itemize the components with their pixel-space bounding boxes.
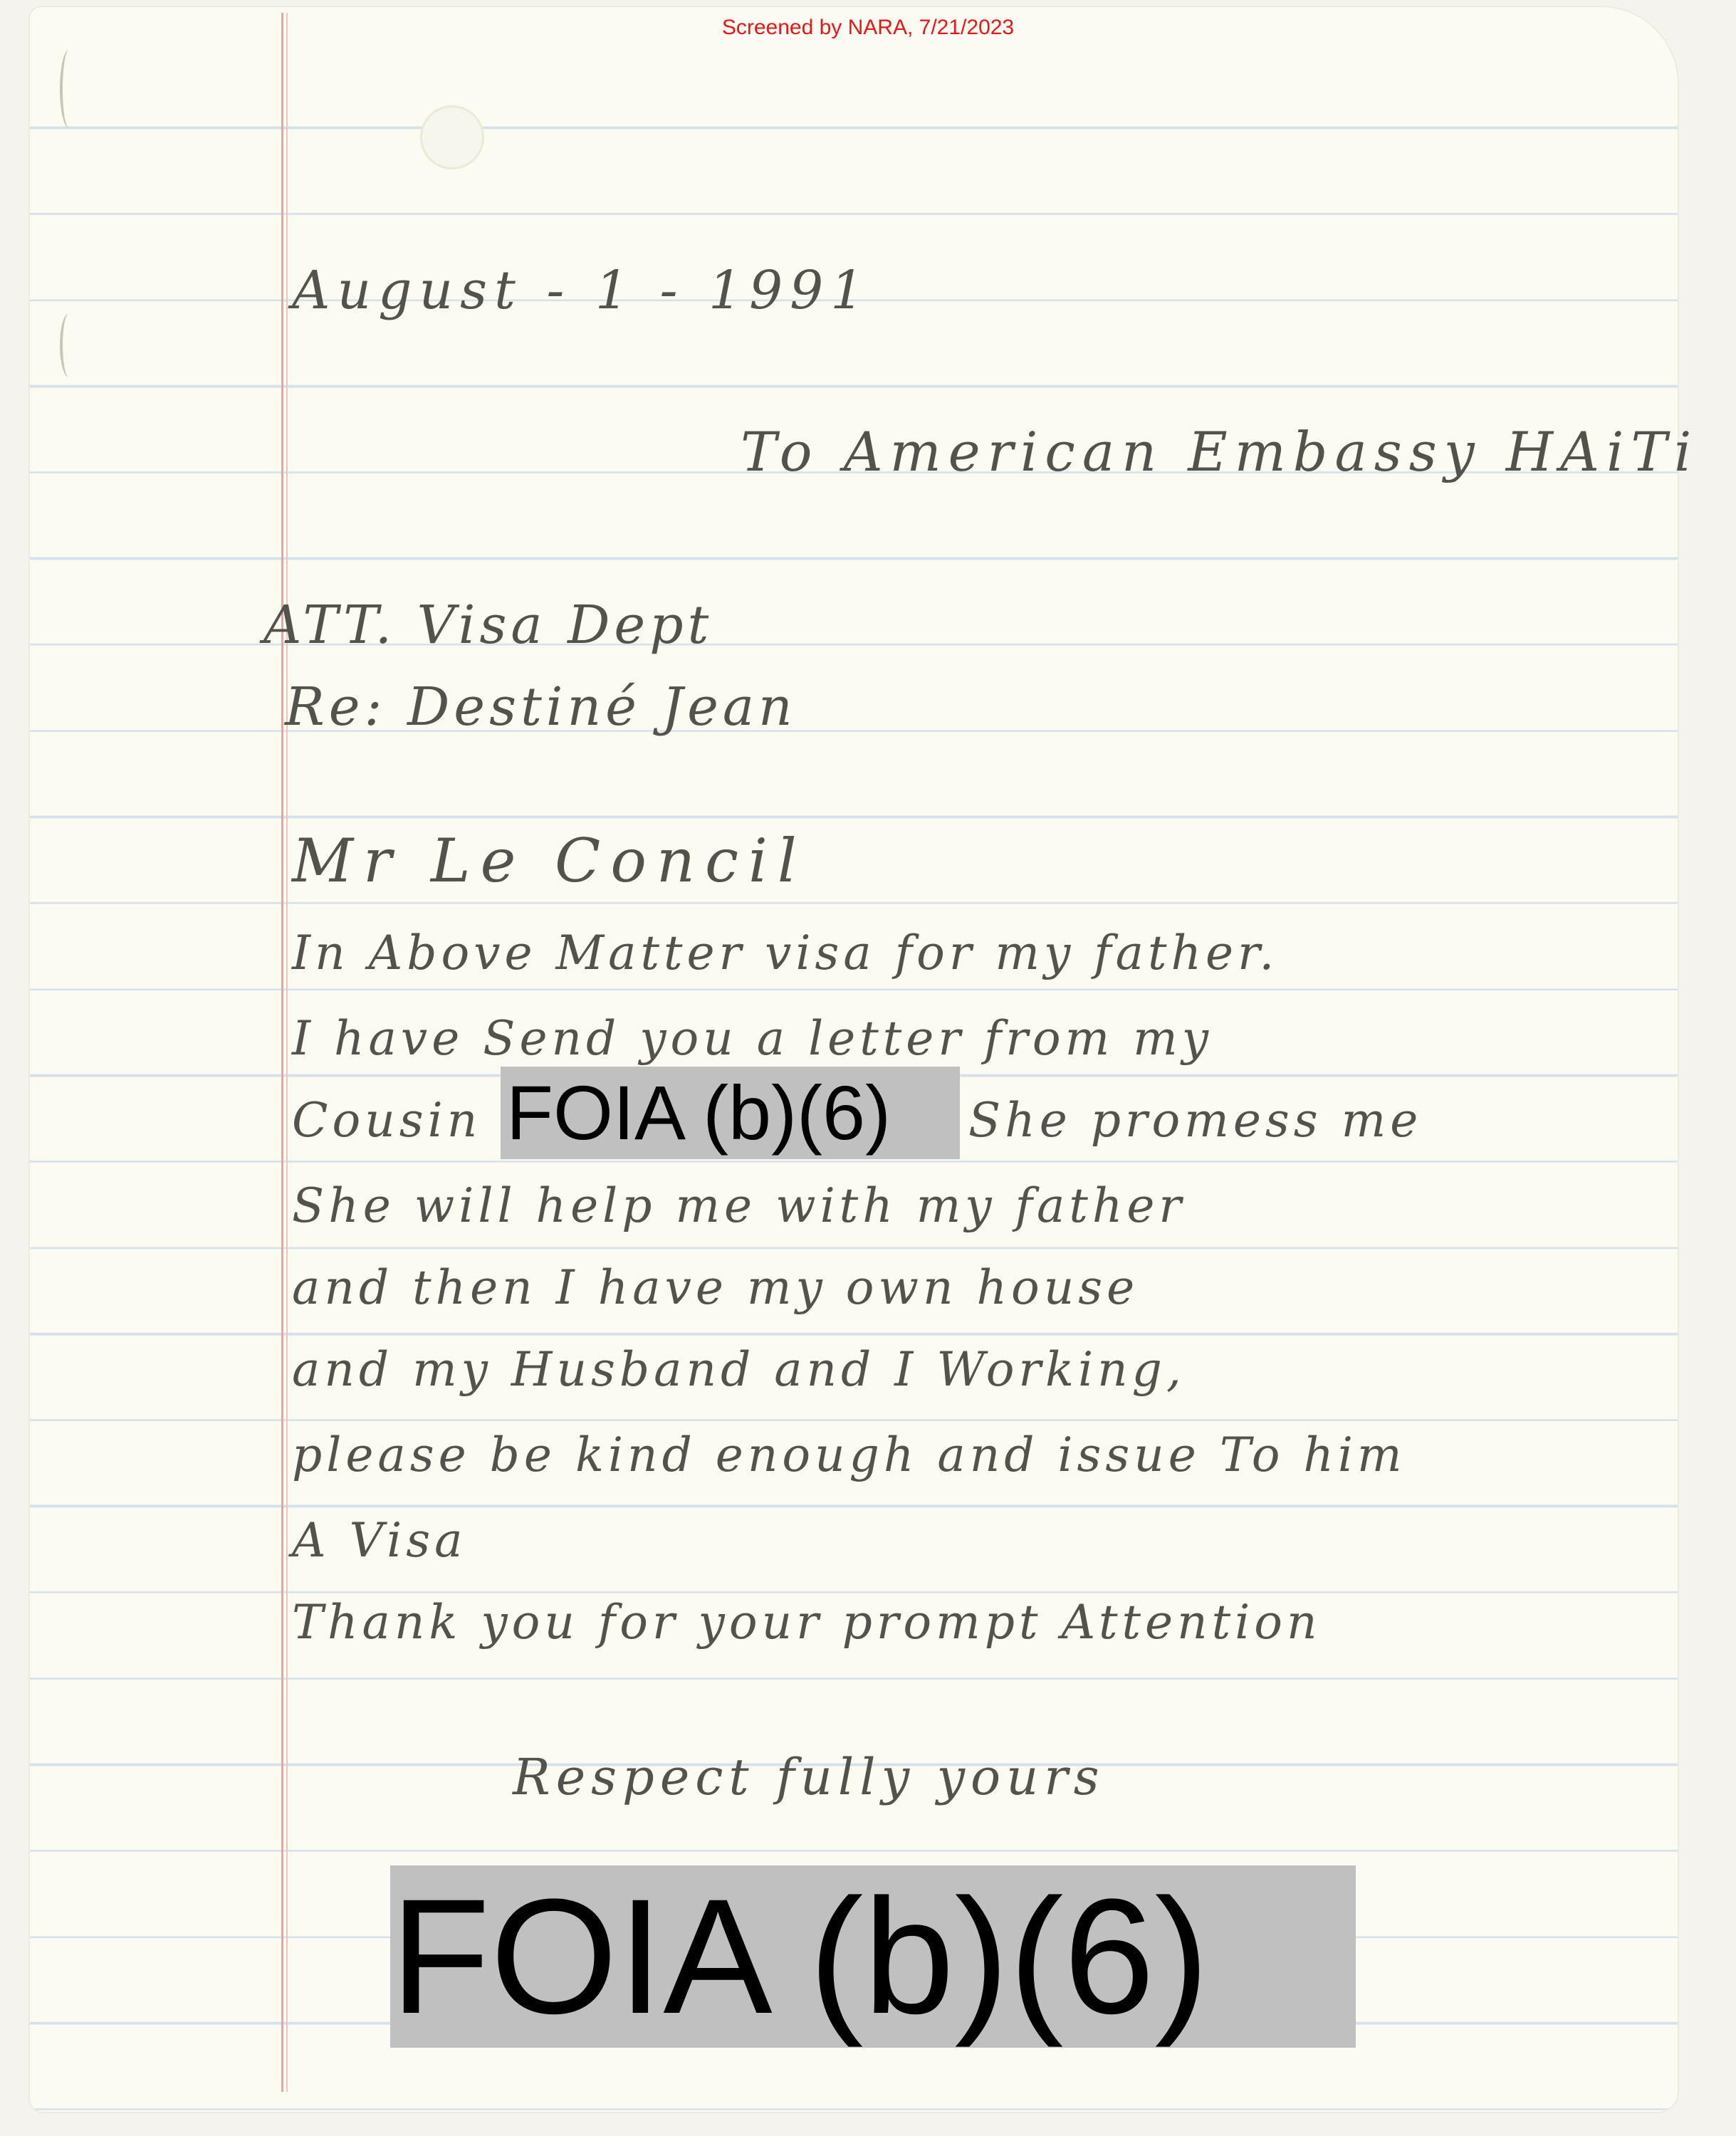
screened-notice: Screened by NARA, 7/21/2023 [721,16,1015,39]
letter-regarding: Re: Destiné Jean [285,676,797,738]
redaction-signature: FOIA (b)(6) [390,1865,1356,2048]
body-line: Thank you for your prompt Attention [292,1595,1322,1650]
letter-recipient: To American Embassy HAiTi [741,420,1699,483]
body-line: She will help me with my father [292,1178,1186,1233]
letter-date: August - 1 - 1991 [292,260,872,321]
body-line: A Visa [292,1513,467,1568]
body-line: and then I have my own house [292,1260,1139,1315]
body-line: please be kind enough and issue To him [292,1428,1406,1482]
body-line: I have Send you a letter from my [292,1011,1213,1066]
body-line: and my Husband and I Working, [292,1342,1186,1397]
margin-line [281,13,283,2092]
body-line: Cousin [292,1093,482,1148]
margin-line-inner [286,13,288,2092]
punch-hole [420,105,484,169]
binding-mark [60,313,78,377]
letter-attention: ATT. Visa Dept [263,595,713,656]
binding-mark [60,50,78,128]
redaction-inline: FOIA (b)(6) [501,1067,960,1159]
letter-closing: Respect fully yours [513,1748,1105,1806]
body-line: She promess me [968,1093,1423,1148]
body-line: In Above Matter visa for my father. [292,926,1279,980]
letter-salutation: Mr Le Concil [292,826,807,896]
